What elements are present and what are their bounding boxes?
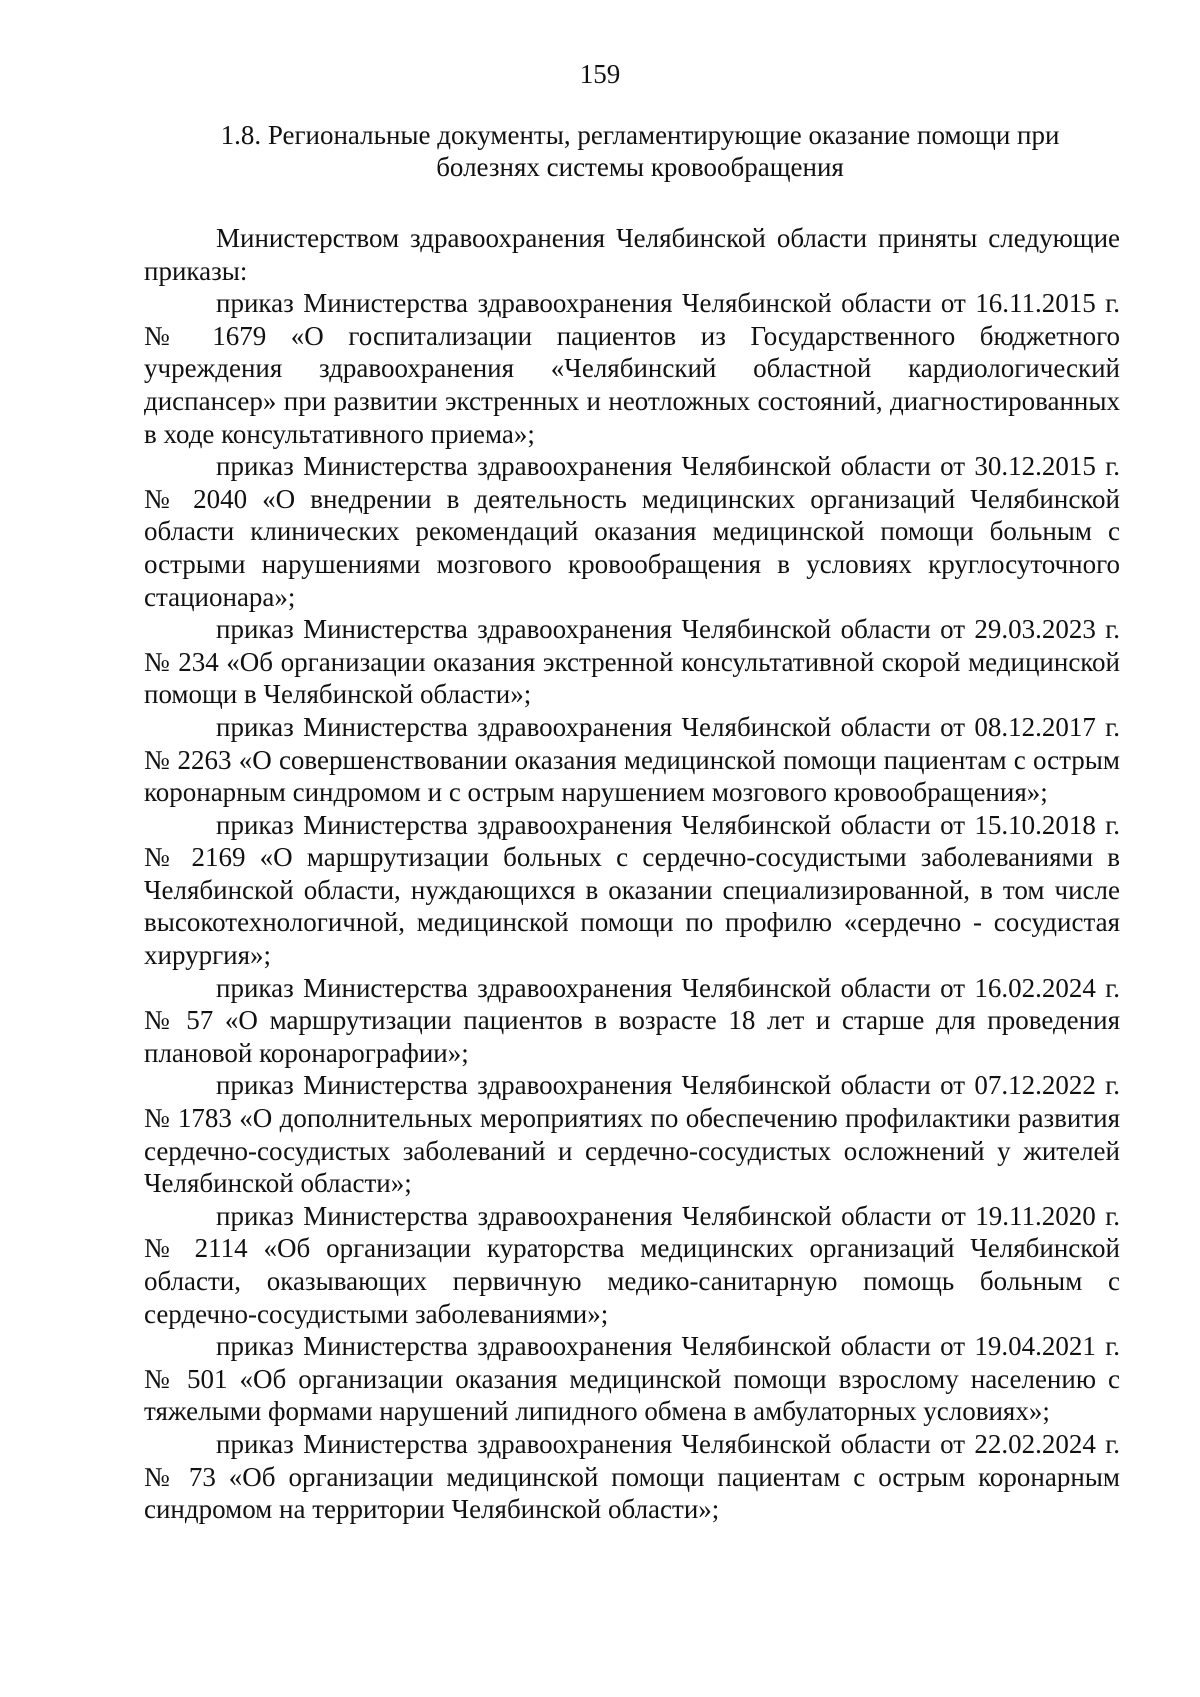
order-item-5: приказ Министерства здравоохранения Челябинской области от 15.10.2018 г. № 2169 «О маршрутизации больных с сердечно-сосудистыми заболеваниями в Челябинской области, нуждающихся в оказании специализированной, в том числе высокотехнологичной, медицинской помощи по профилю «сердечно - сосудистая хирургия»; — [144, 809, 1120, 971]
order-item-8: приказ Министерства здравоохранения Челябинской области от 19.11.2020 г. № 2114 «Об организации кураторства медицинских организаций Челябинской области, оказывающих первичную медико-санитарную помощь больным с сердечно-сосудистыми заболеваниями»; — [144, 1200, 1120, 1329]
order-item-7: приказ Министерства здравоохранения Челябинской области от 07.12.2022 г. № 1783 «О дополнительных мероприятиях по обеспечению профилактики развития сердечно-сосудистых заболеваний и сердечно-сосудистых осложнений у жителей Челябинской области»; — [144, 1070, 1120, 1199]
intro-paragraph: Министерством здравоохранения Челябинской области приняты следующие приказы: — [144, 223, 1120, 286]
order-item-3: приказ Министерства здравоохранения Челябинской области от 29.03.2023 г. № 234 «Об организации оказания экстренной консультативной скорой медицинской помощи в Челябинской области»; — [144, 614, 1120, 710]
document-body — [144, 222, 1120, 1526]
order-item-4: приказ Министерства здравоохранения Челябинской области от 08.12.2017 г. № 2263 «О совершенствовании оказания медицинской помощи пациентам с острым коронарным синдромом и с острым нарушением мозгового кровообращения»; — [144, 711, 1120, 808]
order-item-2: приказ Министерства здравоохранения Челябинской области от 30.12.2015 г. № 2040 «О внедрении в деятельность медицинских организаций Челябинской области клинических рекомендаций оказания медицинской помощи больным с острыми нарушениями мозгового кровообращения в условиях круглосуточного стационара»; — [144, 451, 1120, 612]
page-number: 159 — [579, 59, 621, 89]
order-item-9: приказ Министерства здравоохранения Челябинской области от 19.04.2021 г. № 501 «Об организации оказания медицинской помощи взрослому населению с тяжелыми формами нарушений липидного обмена в амбулаторных условиях»; — [144, 1331, 1120, 1427]
order-item-6: приказ Министерства здравоохранения Челябинской области от 16.02.2024 г. № 57 «О маршрутизации пациентов в возрасте 18 лет и старше для проведения плановой коронарографии»; — [144, 972, 1120, 1068]
order-item-1: приказ Министерства здравоохранения Челябинской области от 16.11.2015 г. № 1679 «О госпитализации пациентов из Государственного бюджетного учреждения здравоохранения «Челябинский областной кардиологический диспансер» при развитии экстренных и неотложных состояний, диагностированных в ходе консультативного приема»; — [144, 288, 1120, 449]
section-heading — [160, 119, 1120, 183]
order-item-10: приказ Министерства здравоохранения Челябинской области от 22.02.2024 г. № 73 «Об организации медицинской помощи пациентам с острым коронарным синдромом на территории Челябинской области»; — [144, 1428, 1120, 1525]
section-heading-line-1: 1.8. Региональные документы, регламентирующие оказание помощи при — [220, 120, 1060, 150]
section-heading-line-2: болезнях системы кровообращения — [436, 152, 844, 182]
